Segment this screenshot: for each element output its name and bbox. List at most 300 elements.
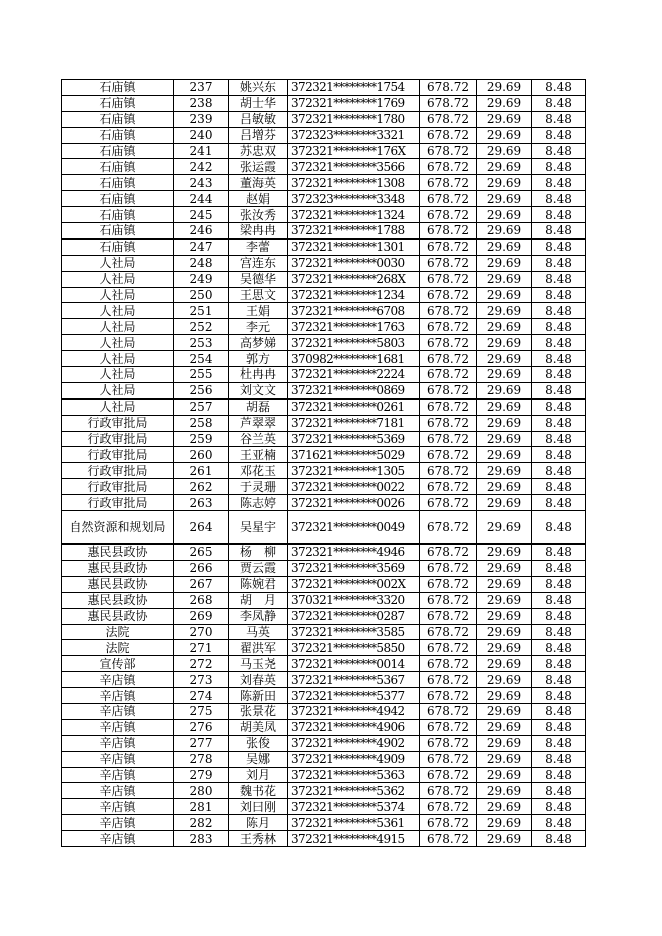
number-cell: 267 [174,576,229,592]
name-cell: 王思文 [229,287,288,303]
unit-cell: 石庙镇 [62,191,174,207]
amount-cell: 678.72 [420,799,477,815]
unit-cell: 人社局 [62,382,174,398]
number-cell: 261 [174,463,229,479]
table-row [62,815,586,831]
amount-2-cell: 29.69 [477,399,532,415]
number-cell: 264 [174,511,229,545]
amount-3-cell: 8.48 [532,479,586,495]
name-cell: 陈月 [229,815,288,831]
unit-cell: 辛店镇 [62,672,174,688]
id-number-cell: 372321********1763 [288,319,420,335]
number-cell: 251 [174,303,229,319]
amount-2-cell: 29.69 [477,447,532,463]
table-row [62,511,586,545]
amount-cell: 678.72 [420,815,477,831]
unit-cell: 人社局 [62,399,174,415]
amount-2-cell: 29.69 [477,367,532,383]
amount-cell: 678.72 [420,367,477,383]
table-row [62,783,586,799]
amount-2-cell: 29.69 [477,111,532,127]
table-row [62,207,586,223]
table-row [62,560,586,576]
name-cell: 高梦娣 [229,335,288,351]
unit-cell: 人社局 [62,255,174,271]
amount-2-cell: 29.69 [477,207,532,223]
amount-2-cell: 29.69 [477,767,532,783]
table-row [62,608,586,624]
unit-cell: 辛店镇 [62,735,174,751]
table-row [62,463,586,479]
amount-2-cell: 29.69 [477,576,532,592]
amount-3-cell: 8.48 [532,223,586,239]
id-number-cell: 372321********4909 [288,751,420,767]
id-number-cell: 372321********6708 [288,303,420,319]
id-number-cell: 371621********5029 [288,447,420,463]
amount-3-cell: 8.48 [532,751,586,767]
unit-cell: 石庙镇 [62,95,174,111]
number-cell: 242 [174,159,229,175]
table-row [62,351,586,367]
amount-cell: 678.72 [420,351,477,367]
table-row [62,703,586,719]
number-cell: 240 [174,127,229,143]
amount-3-cell: 8.48 [532,672,586,688]
unit-cell: 石庙镇 [62,239,174,255]
name-cell: 张运霞 [229,159,288,175]
unit-cell: 惠民县政协 [62,560,174,576]
amount-3-cell: 8.48 [532,463,586,479]
amount-3-cell: 8.48 [532,624,586,640]
amount-cell: 678.72 [420,735,477,751]
amount-2-cell: 29.69 [477,415,532,431]
amount-2-cell: 29.69 [477,159,532,175]
amount-cell: 678.72 [420,447,477,463]
amount-2-cell: 29.69 [477,799,532,815]
name-cell: 刘月 [229,767,288,783]
unit-cell: 人社局 [62,287,174,303]
amount-3-cell: 8.48 [532,608,586,624]
id-number-cell: 372321********5362 [288,783,420,799]
amount-3-cell: 8.48 [532,688,586,704]
amount-3-cell: 8.48 [532,80,586,96]
amount-2-cell: 29.69 [477,287,532,303]
table-row [62,367,586,383]
amount-3-cell: 8.48 [532,367,586,383]
amount-cell: 678.72 [420,463,477,479]
amount-3-cell: 8.48 [532,175,586,191]
number-cell: 252 [174,319,229,335]
id-number-cell: 372321********7181 [288,415,420,431]
number-cell: 258 [174,415,229,431]
amount-cell: 678.72 [420,560,477,576]
unit-cell: 石庙镇 [62,80,174,96]
unit-cell: 惠民县政协 [62,608,174,624]
amount-2-cell: 29.69 [477,592,532,608]
amount-cell: 678.72 [420,239,477,255]
id-number-cell: 372321********5361 [288,815,420,831]
table-row [62,191,586,207]
amount-cell: 678.72 [420,767,477,783]
name-cell: 陈新田 [229,688,288,704]
id-number-cell: 372323********3321 [288,127,420,143]
id-number-cell: 372321********1301 [288,239,420,255]
amount-2-cell: 29.69 [477,95,532,111]
amount-3-cell: 8.48 [532,656,586,672]
number-cell: 269 [174,608,229,624]
amount-3-cell: 8.48 [532,783,586,799]
amount-2-cell: 29.69 [477,463,532,479]
unit-cell: 人社局 [62,367,174,383]
id-number-cell: 372321********4915 [288,831,420,847]
table-row [62,175,586,191]
id-number-cell: 372321********268X [288,271,420,287]
amount-2-cell: 29.69 [477,560,532,576]
unit-cell: 辛店镇 [62,767,174,783]
unit-cell: 石庙镇 [62,111,174,127]
table-row [62,479,586,495]
id-number-cell: 372321********1769 [288,95,420,111]
number-cell: 272 [174,656,229,672]
amount-cell: 678.72 [420,159,477,175]
unit-cell: 辛店镇 [62,688,174,704]
amount-cell: 678.72 [420,656,477,672]
amount-2-cell: 29.69 [477,495,532,511]
amount-3-cell: 8.48 [532,431,586,447]
name-cell: 吕增芬 [229,127,288,143]
table-row [62,382,586,398]
amount-cell: 678.72 [420,175,477,191]
name-cell: 刘春英 [229,672,288,688]
unit-cell: 行政审批局 [62,447,174,463]
amount-2-cell: 29.69 [477,672,532,688]
unit-cell: 石庙镇 [62,207,174,223]
amount-2-cell: 29.69 [477,271,532,287]
table-row [62,751,586,767]
amount-cell: 678.72 [420,111,477,127]
name-cell: 苏忠双 [229,143,288,159]
id-number-cell: 370321********3320 [288,592,420,608]
number-cell: 280 [174,783,229,799]
table-row [62,399,586,415]
number-cell: 265 [174,544,229,560]
id-number-cell: 372321********3566 [288,159,420,175]
amount-3-cell: 8.48 [532,719,586,735]
name-cell: 贾云霞 [229,560,288,576]
amount-2-cell: 29.69 [477,239,532,255]
amount-3-cell: 8.48 [532,576,586,592]
id-number-cell: 372321********1780 [288,111,420,127]
amount-2-cell: 29.69 [477,223,532,239]
amount-cell: 678.72 [420,335,477,351]
name-cell: 吕敏敏 [229,111,288,127]
unit-cell: 惠民县政协 [62,576,174,592]
unit-cell: 法院 [62,640,174,656]
unit-cell: 人社局 [62,303,174,319]
number-cell: 255 [174,367,229,383]
unit-cell: 石庙镇 [62,223,174,239]
table-row [62,640,586,656]
amount-3-cell: 8.48 [532,799,586,815]
unit-cell: 自然资源和规划局 [62,511,174,545]
table-row [62,223,586,239]
amount-3-cell: 8.48 [532,831,586,847]
unit-cell: 宣传部 [62,656,174,672]
table-row [62,495,586,511]
id-number-cell: 372321********5369 [288,431,420,447]
amount-cell: 678.72 [420,127,477,143]
name-cell: 王娟 [229,303,288,319]
number-cell: 282 [174,815,229,831]
table-row [62,719,586,735]
amount-2-cell: 29.69 [477,143,532,159]
amount-2-cell: 29.69 [477,656,532,672]
number-cell: 247 [174,239,229,255]
amount-2-cell: 29.69 [477,431,532,447]
table-row [62,143,586,159]
number-cell: 241 [174,143,229,159]
amount-3-cell: 8.48 [532,560,586,576]
id-number-cell: 372321********1788 [288,223,420,239]
amount-2-cell: 29.69 [477,783,532,799]
unit-cell: 辛店镇 [62,703,174,719]
number-cell: 249 [174,271,229,287]
unit-cell: 行政审批局 [62,463,174,479]
name-cell: 胡 月 [229,592,288,608]
id-number-cell: 372321********0049 [288,511,420,545]
unit-cell: 辛店镇 [62,831,174,847]
table-row [62,672,586,688]
amount-2-cell: 29.69 [477,255,532,271]
amount-cell: 678.72 [420,624,477,640]
amount-3-cell: 8.48 [532,640,586,656]
amount-cell: 678.72 [420,751,477,767]
name-cell: 赵娟 [229,191,288,207]
amount-3-cell: 8.48 [532,287,586,303]
id-number-cell: 372321********3569 [288,560,420,576]
table-row [62,544,586,560]
amount-cell: 678.72 [420,223,477,239]
table-row [62,447,586,463]
amount-cell: 678.72 [420,608,477,624]
id-number-cell: 372323********3348 [288,191,420,207]
amount-2-cell: 29.69 [477,719,532,735]
id-number-cell: 370982********1681 [288,351,420,367]
table-row [62,415,586,431]
amount-2-cell: 29.69 [477,479,532,495]
unit-cell: 石庙镇 [62,159,174,175]
amount-cell: 678.72 [420,431,477,447]
unit-cell: 石庙镇 [62,175,174,191]
id-number-cell: 372321********5363 [288,767,420,783]
table-row [62,319,586,335]
table-row [62,159,586,175]
amount-2-cell: 29.69 [477,335,532,351]
number-cell: 279 [174,767,229,783]
number-cell: 266 [174,560,229,576]
amount-3-cell: 8.48 [532,239,586,255]
number-cell: 237 [174,80,229,96]
amount-3-cell: 8.48 [532,143,586,159]
amount-2-cell: 29.69 [477,303,532,319]
amount-2-cell: 29.69 [477,511,532,545]
table-row [62,831,586,847]
amount-2-cell: 29.69 [477,624,532,640]
id-number-cell: 372321********2224 [288,367,420,383]
name-cell: 杨 柳 [229,544,288,560]
table-row [62,303,586,319]
amount-cell: 678.72 [420,207,477,223]
name-cell: 王秀林 [229,831,288,847]
name-cell: 张景花 [229,703,288,719]
amount-3-cell: 8.48 [532,95,586,111]
number-cell: 274 [174,688,229,704]
amount-3-cell: 8.48 [532,111,586,127]
number-cell: 270 [174,624,229,640]
table-row [62,80,586,96]
name-cell: 芦翠翠 [229,415,288,431]
number-cell: 238 [174,95,229,111]
name-cell: 张汝秀 [229,207,288,223]
amount-2-cell: 29.69 [477,815,532,831]
name-cell: 马英 [229,624,288,640]
id-number-cell: 372321********1305 [288,463,420,479]
name-cell: 郭方 [229,351,288,367]
number-cell: 262 [174,479,229,495]
amount-cell: 678.72 [420,688,477,704]
name-cell: 胡美凤 [229,719,288,735]
name-cell: 吴星宇 [229,511,288,545]
amount-2-cell: 29.69 [477,640,532,656]
amount-cell: 678.72 [420,640,477,656]
number-cell: 246 [174,223,229,239]
id-number-cell: 372321********4906 [288,719,420,735]
name-cell: 李元 [229,319,288,335]
id-number-cell: 372321********5374 [288,799,420,815]
number-cell: 253 [174,335,229,351]
unit-cell: 人社局 [62,271,174,287]
amount-cell: 678.72 [420,319,477,335]
amount-3-cell: 8.48 [532,815,586,831]
amount-3-cell: 8.48 [532,351,586,367]
name-cell: 陈婉君 [229,576,288,592]
amount-cell: 678.72 [420,592,477,608]
id-number-cell: 372321********1754 [288,80,420,96]
amount-2-cell: 29.69 [477,544,532,560]
table-row [62,799,586,815]
number-cell: 250 [174,287,229,303]
name-cell: 魏书花 [229,783,288,799]
id-number-cell: 372321********1234 [288,287,420,303]
number-cell: 277 [174,735,229,751]
id-number-cell: 372321********5803 [288,335,420,351]
amount-2-cell: 29.69 [477,688,532,704]
amount-cell: 678.72 [420,479,477,495]
table-row [62,592,586,608]
table-row [62,95,586,111]
table-row [62,335,586,351]
table-row [62,735,586,751]
amount-3-cell: 8.48 [532,255,586,271]
table-row [62,271,586,287]
number-cell: 248 [174,255,229,271]
name-cell: 翟洪军 [229,640,288,656]
amount-3-cell: 8.48 [532,544,586,560]
number-cell: 281 [174,799,229,815]
name-cell: 马玉尧 [229,656,288,672]
unit-cell: 石庙镇 [62,127,174,143]
table-row [62,127,586,143]
amount-cell: 678.72 [420,80,477,96]
amount-2-cell: 29.69 [477,382,532,398]
amount-3-cell: 8.48 [532,303,586,319]
unit-cell: 行政审批局 [62,495,174,511]
amount-3-cell: 8.48 [532,495,586,511]
number-cell: 243 [174,175,229,191]
name-cell: 刘曰刚 [229,799,288,815]
unit-cell: 石庙镇 [62,143,174,159]
name-cell: 吴娜 [229,751,288,767]
id-number-cell: 372321********1308 [288,175,420,191]
amount-3-cell: 8.48 [532,127,586,143]
amount-2-cell: 29.69 [477,608,532,624]
amount-2-cell: 29.69 [477,735,532,751]
number-cell: 278 [174,751,229,767]
number-cell: 275 [174,703,229,719]
name-cell: 谷兰英 [229,431,288,447]
amount-2-cell: 29.69 [477,80,532,96]
amount-cell: 678.72 [420,95,477,111]
name-cell: 梁冉冉 [229,223,288,239]
number-cell: 268 [174,592,229,608]
amount-2-cell: 29.69 [477,127,532,143]
id-number-cell: 372321********0022 [288,479,420,495]
name-cell: 吴德华 [229,271,288,287]
name-cell: 宫连东 [229,255,288,271]
id-number-cell: 372321********0261 [288,399,420,415]
name-cell: 姚兴东 [229,80,288,96]
number-cell: 239 [174,111,229,127]
table-row [62,656,586,672]
amount-2-cell: 29.69 [477,751,532,767]
name-cell: 张俊 [229,735,288,751]
amount-2-cell: 29.69 [477,319,532,335]
id-number-cell: 372321********0014 [288,656,420,672]
amount-cell: 678.72 [420,303,477,319]
id-number-cell: 372321********5850 [288,640,420,656]
amount-3-cell: 8.48 [532,703,586,719]
name-cell: 胡磊 [229,399,288,415]
name-cell: 杜冉冉 [229,367,288,383]
table-row [62,576,586,592]
name-cell: 陈志婷 [229,495,288,511]
amount-cell: 678.72 [420,719,477,735]
amount-3-cell: 8.48 [532,382,586,398]
unit-cell: 行政审批局 [62,415,174,431]
number-cell: 276 [174,719,229,735]
amount-cell: 678.72 [420,576,477,592]
name-cell: 李蕾 [229,239,288,255]
unit-cell: 惠民县政协 [62,592,174,608]
table-row [62,111,586,127]
amount-3-cell: 8.48 [532,191,586,207]
number-cell: 244 [174,191,229,207]
number-cell: 260 [174,447,229,463]
amount-2-cell: 29.69 [477,175,532,191]
id-number-cell: 372321********5367 [288,672,420,688]
amount-cell: 678.72 [420,255,477,271]
id-number-cell: 372321********4942 [288,703,420,719]
